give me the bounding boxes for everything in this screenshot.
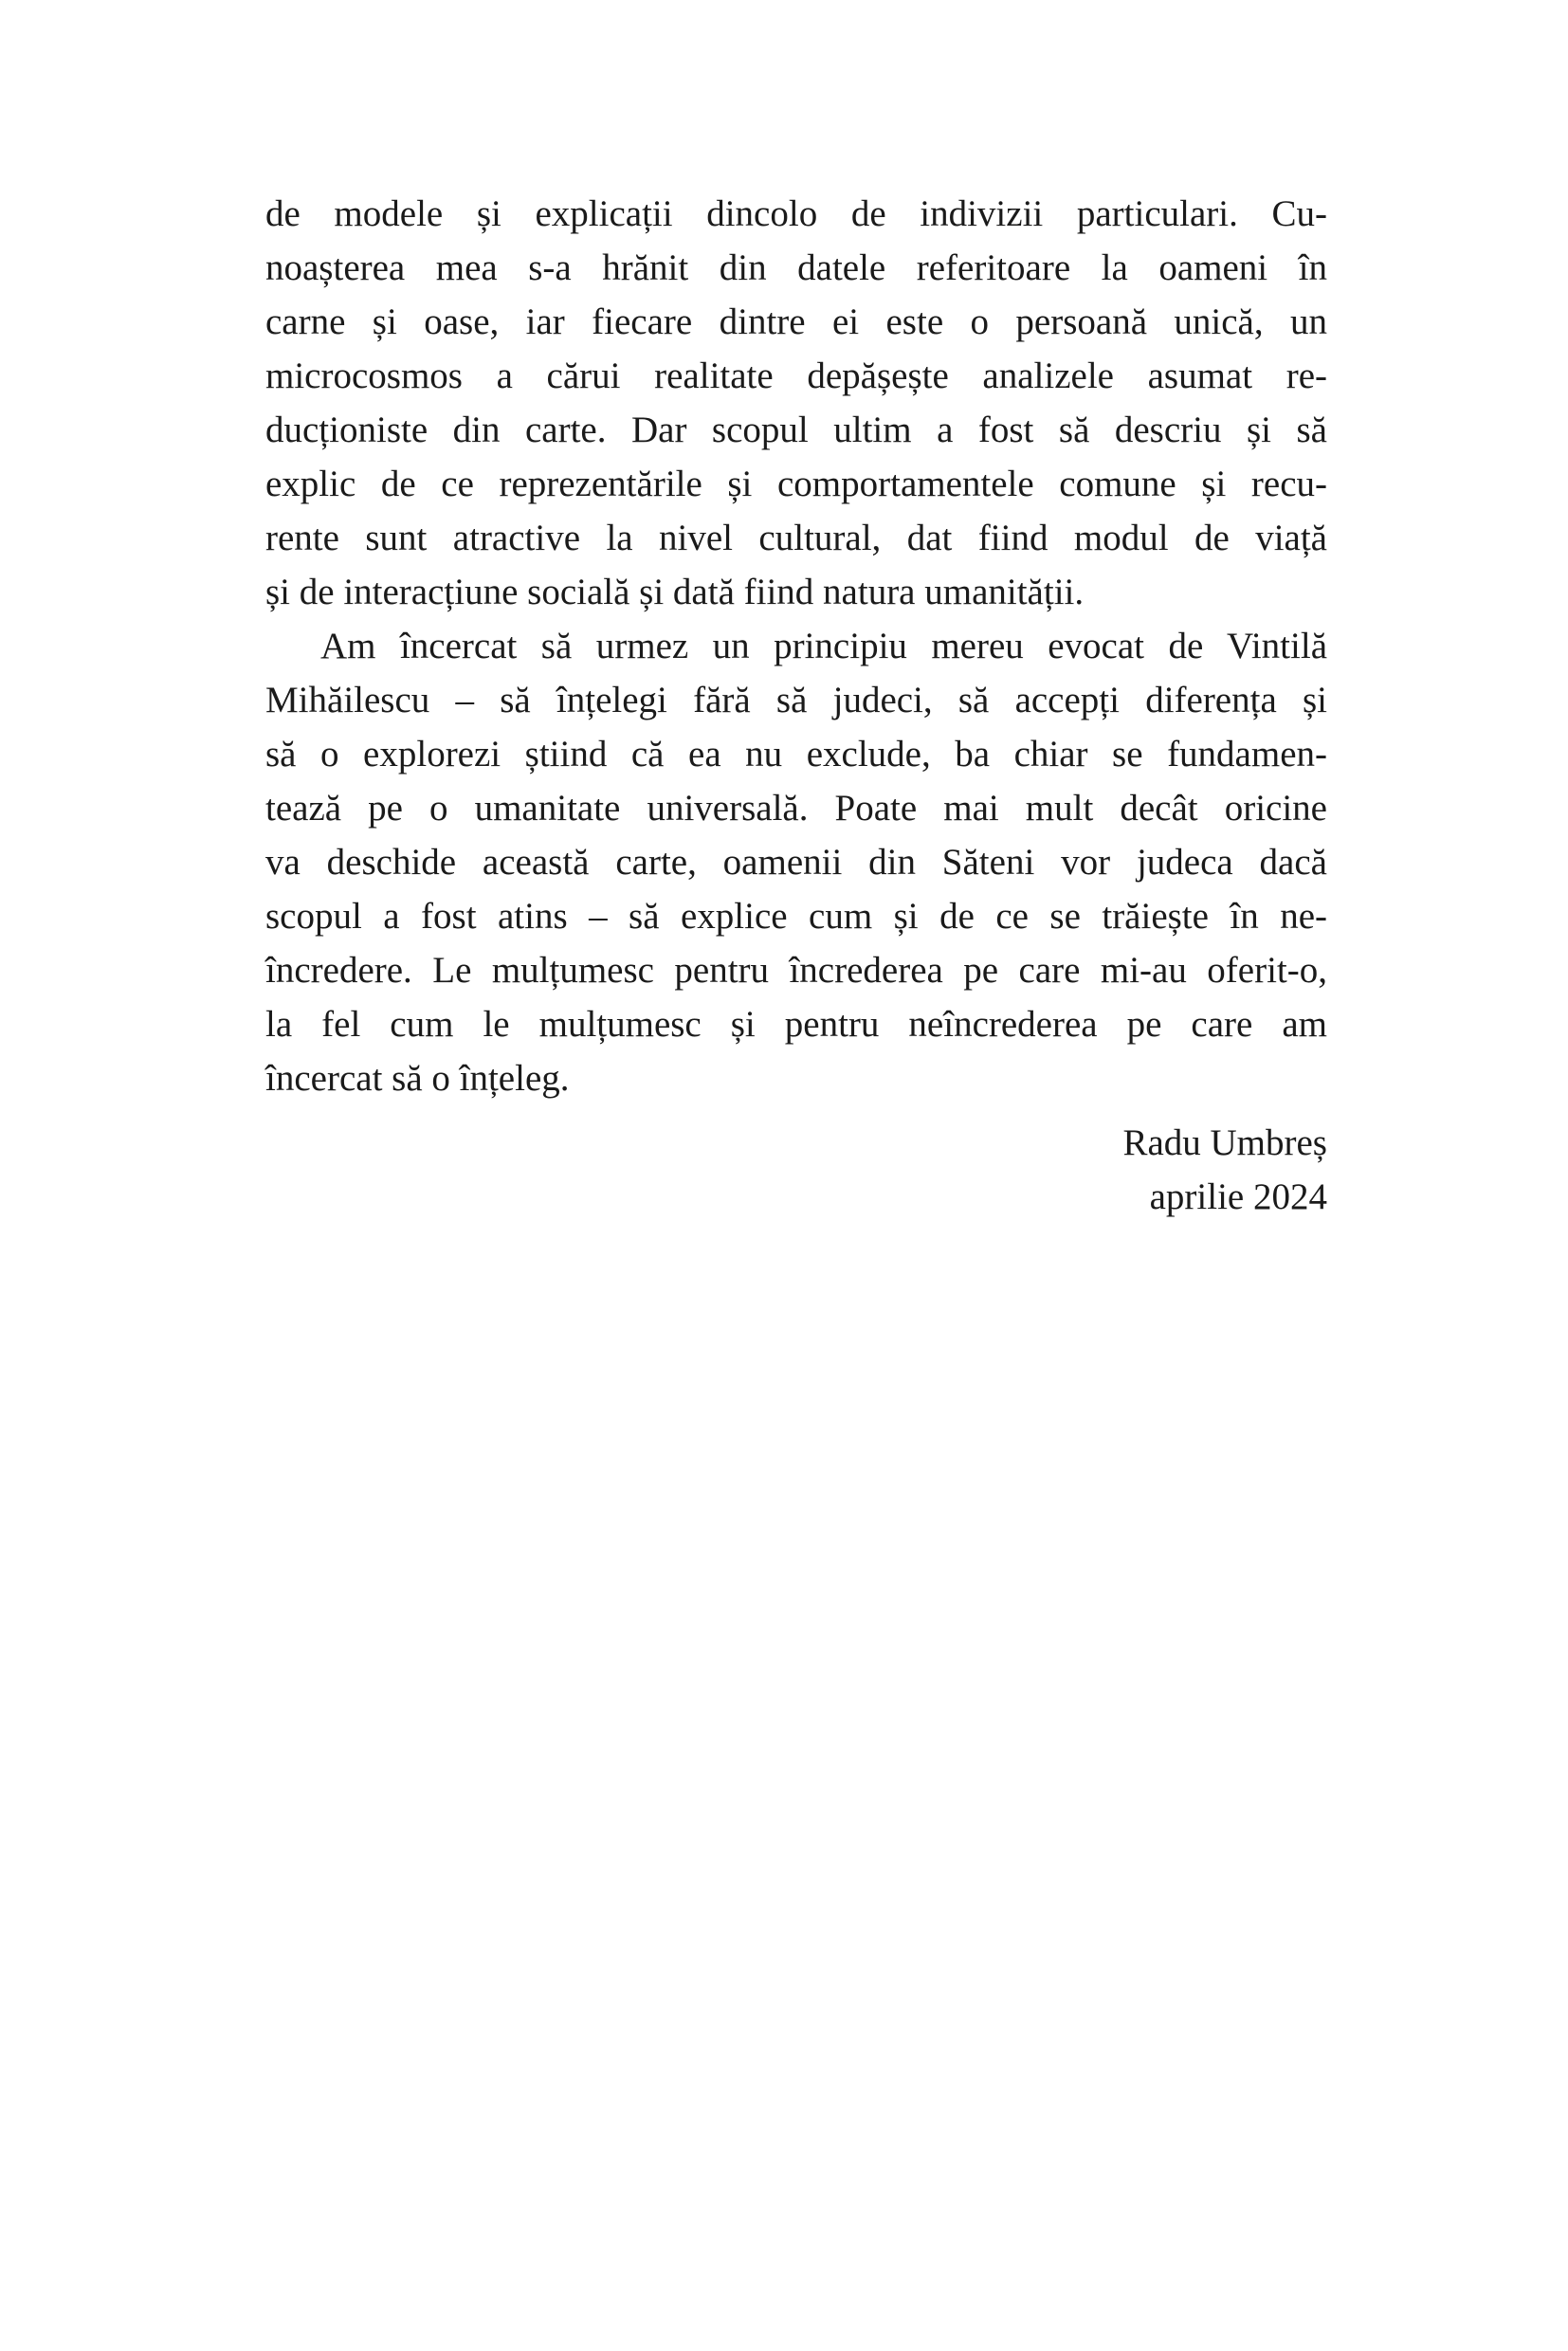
text-line: și de interacțiune socială și dată fiind natura umanității. — [265, 572, 1085, 612]
text-line: să o explorezi știind că ea nu exclude, ba chiar se fundamen- — [265, 734, 1327, 775]
text-line: Mihăilescu – să înțelegi fără să judeci, să accepți diferența și — [265, 680, 1327, 720]
text-line: ducționiste din carte. Dar scopul ultim a fost să descriu și să — [265, 410, 1327, 450]
paragraph-1 — [265, 187, 1327, 619]
text-line: la fel cum le mulțumesc și pentru neîncrederea pe care am — [265, 1004, 1327, 1045]
text-line: scopul a fost atins – să explice cum și de ce se trăiește în ne- — [265, 896, 1327, 937]
page-body — [265, 187, 1327, 1224]
paragraph-2 — [265, 619, 1327, 1105]
text-line: tează pe o umanitate universală. Poate mai mult decât oricine — [265, 788, 1327, 829]
signature-block — [265, 1116, 1327, 1224]
text-line: carne și oase, iar fiecare dintre ei este o persoană unică, un — [265, 301, 1327, 342]
text-line: va deschide această carte, oamenii din Săteni vor judeca dacă — [265, 842, 1327, 883]
signature-author: Radu Umbreș — [1122, 1122, 1327, 1163]
signature-date: aprilie 2024 — [1149, 1176, 1327, 1217]
text-line: Am încercat să urmez un principiu mereu evocat de Vintilă — [320, 626, 1327, 666]
text-line: încredere. Le mulțumesc pentru încrederea pe care mi-au oferit-o, — [265, 950, 1327, 991]
text-line: microcosmos a cărui realitate depășește analizele asumat re- — [265, 355, 1327, 396]
text-line: noașterea mea s-a hrănit din datele referitoare la oameni în — [265, 247, 1327, 288]
text-line: de modele și explicații dincolo de indivizii particulari. Cu- — [265, 193, 1327, 234]
text-line: explic de ce reprezentările și comportamentele comune și recu- — [265, 464, 1327, 504]
text-line: încercat să o înțeleg. — [265, 1058, 570, 1099]
text-line: rente sunt atractive la nivel cultural, dat fiind modul de viață — [265, 518, 1327, 558]
